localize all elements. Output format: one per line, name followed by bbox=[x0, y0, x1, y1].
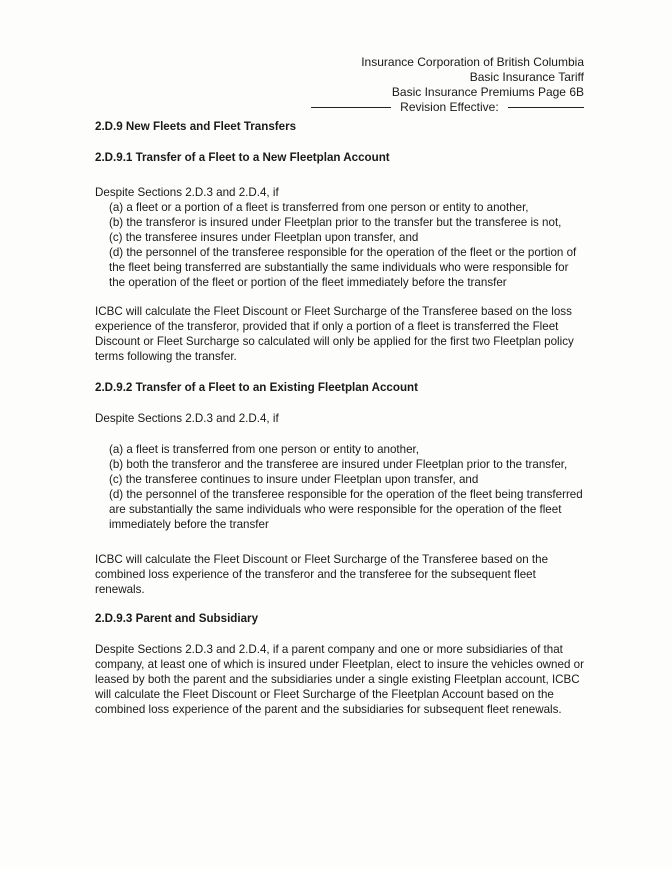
list-item: (a) a fleet or a portion of a fleet is transferred from one person or entity to another, bbox=[109, 201, 529, 214]
section-heading-2d91: 2.D.9.1 Transfer of a Fleet to a New Fleetplan Account bbox=[95, 151, 390, 164]
list-item: (d) the personnel of the transferee responsible for the operation of the fleet being transferred are substantially the same individuals who were responsible for the operation of the fleet immediately before the transfer bbox=[109, 488, 583, 531]
header-document-title: Basic Insurance Tariff bbox=[469, 70, 584, 84]
revision-effective-label: Revision Effective: bbox=[400, 100, 499, 114]
section-2d91-body: ICBC will calculate the Fleet Discount or Fleet Surcharge of the Transferee based on the loss experience of the transferor, provided that if only a portion of a fleet is transferred the Fleet Discount or Fleet Surcharge so calculated will only be applied for the first two Fleetplan policy terms following the transfer. bbox=[95, 305, 574, 363]
list-item: (c) the transferee insures under Fleetplan upon transfer, and bbox=[109, 231, 419, 244]
header-organization: Insurance Corporation of British Columbia bbox=[361, 55, 584, 69]
blank-line-left bbox=[311, 107, 391, 108]
section-2d91-conditions bbox=[95, 200, 585, 290]
section-2d92-body: ICBC will calculate the Fleet Discount or Fleet Surcharge of the Transferee based on the combined loss experience of the transferor and the transferee for the subsequent fleet renewals. bbox=[95, 553, 549, 596]
header-revision-row bbox=[311, 100, 584, 115]
revision-date-blank bbox=[508, 107, 584, 108]
section-2d93-body: Despite Sections 2.D.3 and 2.D.4, if a parent company and one or more subsidiaries of that company, at least one of which is insured under Fleetplan, elect to insure the vehicles owned or leased by both the parent and the subsidiaries under a single existing Fleetplan account, ICBC will calculate the Fleet Discount or Fleet Surcharge of the Fleetplan Account based on the combined loss experience of the parent and the subsidiaries for subsequent fleet renewals. bbox=[95, 643, 584, 716]
list-item: (b) both the transferor and the transferee are insured under Fleetplan prior to the transfer, bbox=[109, 458, 568, 471]
list-item: (c) the transferee continues to insure under Fleetplan upon transfer, and bbox=[109, 473, 479, 486]
section-heading-2d93: 2.D.9.3 Parent and Subsidiary bbox=[95, 612, 259, 625]
section-2d92-intro: Despite Sections 2.D.3 and 2.D.4, if bbox=[95, 412, 279, 425]
section-2d91-intro: Despite Sections 2.D.3 and 2.D.4, if bbox=[95, 186, 279, 199]
document-body bbox=[95, 119, 585, 717]
list-item: (a) a fleet is transferred from one person or entity to another, bbox=[109, 443, 419, 456]
section-heading-2d92: 2.D.9.2 Transfer of a Fleet to an Existing Fleetplan Account bbox=[95, 381, 418, 394]
section-2d92-conditions bbox=[95, 442, 585, 532]
section-heading-2d9: 2.D.9 New Fleets and Fleet Transfers bbox=[95, 120, 297, 133]
list-item: (b) the transferor is insured under Fleetplan prior to the transfer but the transferee is not, bbox=[109, 216, 562, 229]
header-page-label: Basic Insurance Premiums Page 6B bbox=[391, 85, 584, 99]
list-item: (d) the personnel of the transferee responsible for the operation of the fleet or the portion of the fleet being transferred are substantially the same individuals who were responsible for the operation of the fleet or portion of the fleet immediately before the transfer bbox=[109, 246, 577, 289]
page-header bbox=[311, 55, 584, 115]
